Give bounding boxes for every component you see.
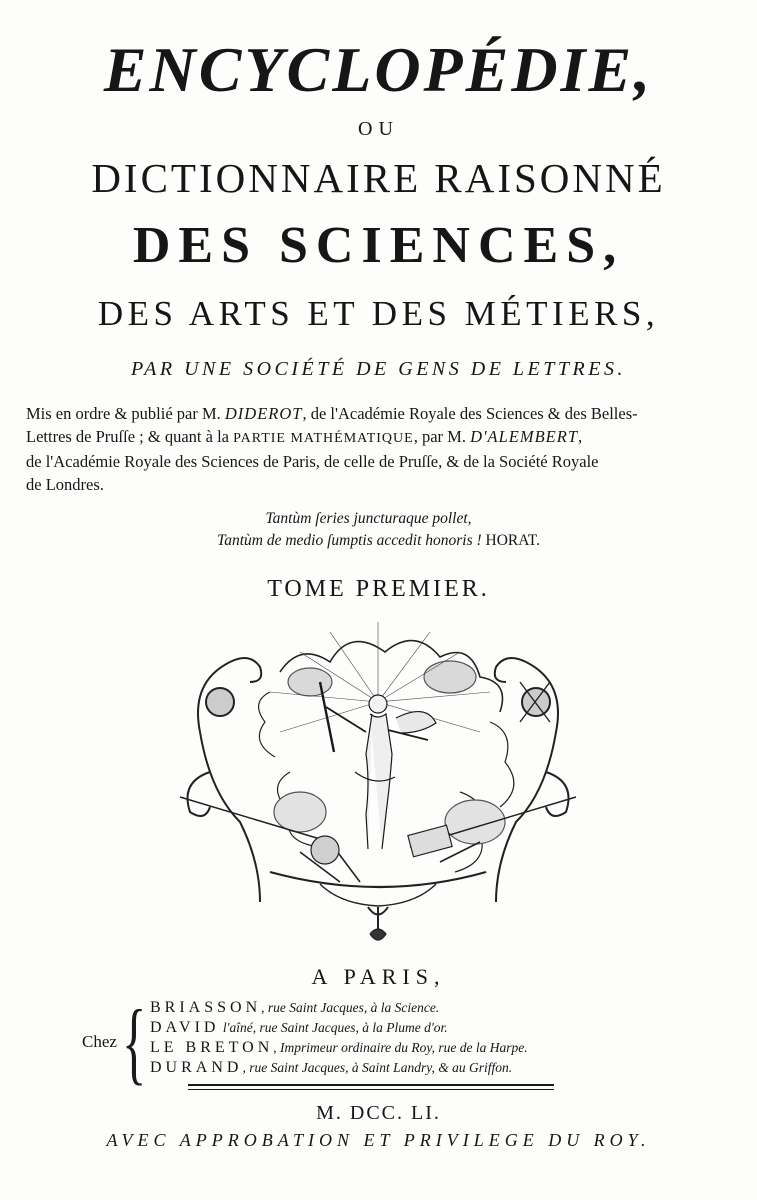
editors-text: , de l'Académie Royale des Sciences & des Belles- [302,404,638,423]
main-title: ENCYCLOPÉDIE, [103,34,654,105]
publisher-line [150,1018,630,1038]
allegorical-figure-illustration [320,682,436,849]
ou-line: OU [358,118,399,140]
editors-line-3: de l'Académie Royale des Sciences de Paris, de celle de Pruſſe, & de la Société Royale [26,452,599,471]
publisher-line [150,998,630,1018]
publisher-address: , rue Saint Jacques, à la Science. [261,1000,440,1015]
editors-line-2 [26,425,726,450]
editors-line-4: de Londres. [26,475,104,494]
publisher-line [150,1038,630,1058]
diderot-name: DIDEROT [224,404,303,423]
approbation-line: AVEC APPROBATION ET PRIVILEGE DU ROY. [106,1130,651,1150]
paris-line: A PARIS, [311,964,446,989]
sciences-line: DES SCIENCES, [132,217,625,274]
chez-label: Chez [82,1032,117,1051]
publisher-name: BRIASSON [150,999,262,1016]
publisher-name: DURAND [150,1059,243,1076]
horat-attribution: HORAT. [485,532,540,549]
dictionnaire-line: DICTIONNAIRE RAISONNÉ [91,155,666,201]
engraved-vignette [160,622,596,952]
tome-line: TOME PREMIER. [267,576,490,602]
right-scroll-ornament [426,658,576,902]
publisher-address: , Imprimeur ordinaire du Roy, rue de la Harpe. [273,1040,528,1055]
arts-line: DES ARTS ET DES MÉTIERS, [97,294,660,333]
alembert-name: D'ALEMBERT [470,427,579,446]
double-rule-bottom [188,1089,554,1090]
motto-line-2 [0,530,757,552]
editors-text: Lettres de Pruſſe ; & quant à la [26,427,234,446]
publishers-list [150,998,630,1078]
editors-text: , par M. [413,427,471,446]
editors-text: Mis en ordre & publié par M. [26,404,225,423]
publisher-address: l'aîné, rue Saint Jacques, à la Plume d'or. [219,1020,448,1035]
publication-date: M. DCC. LI. [316,1102,441,1124]
editors-text: , [578,427,583,446]
publisher-address: , rue Saint Jacques, à Saint Landry, & au Griffon. [242,1060,513,1075]
horace-motto [0,508,757,552]
publisher-name: LE BRETON [150,1039,274,1056]
publisher-line [150,1058,630,1078]
partie-mathematique: PARTIE MATHÉMATIQUE [233,431,414,446]
editors-paragraph [26,402,726,496]
motto-line-2-text: Tantùm de medio ſumptis accedit honoris ! [217,532,482,549]
societe-line: PAR UNE SOCIÉTÉ DE GENS DE LETTRES. [131,358,626,380]
publisher-name: DAVID [150,1019,220,1036]
editors-line-1 [26,402,726,425]
brace-glyph: { [122,991,147,1093]
double-rule-top [188,1084,554,1086]
motto-line-1: Tantùm ſeries juncturaque pollet, [265,510,472,527]
